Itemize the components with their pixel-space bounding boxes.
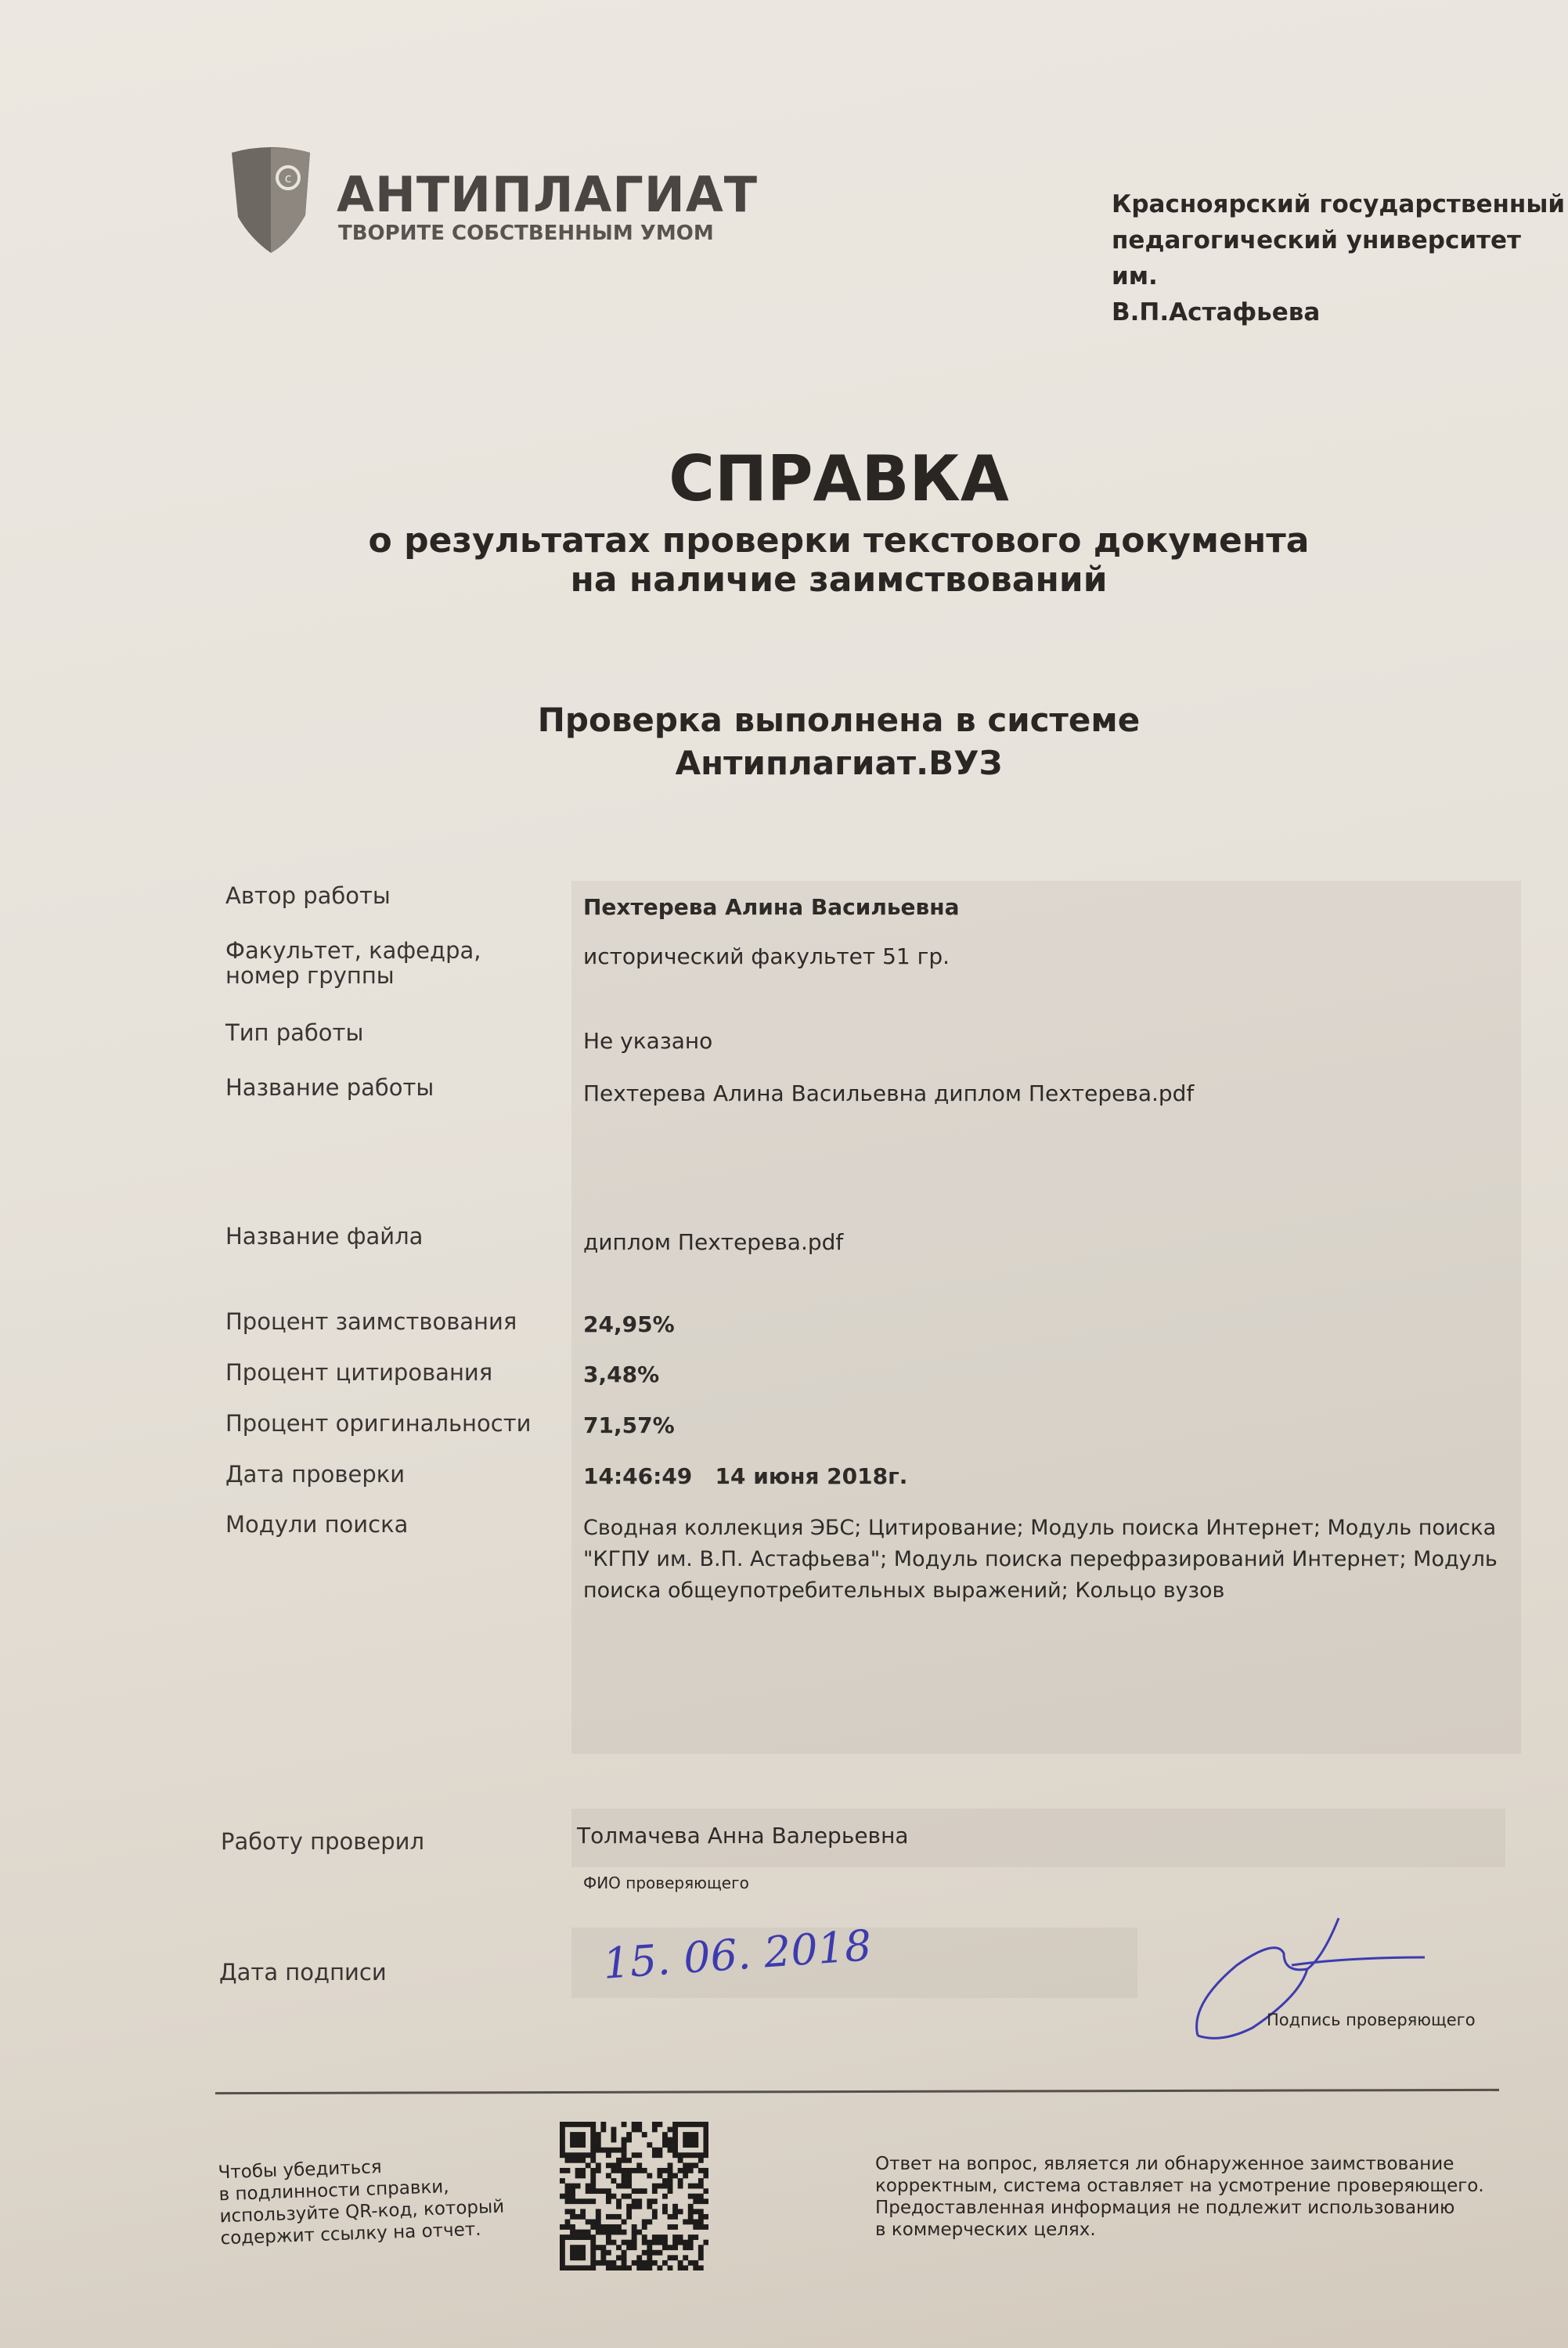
signature-caption: Подпись проверяющего — [1267, 2011, 1476, 2029]
qr-code-icon[interactable] — [560, 2122, 708, 2270]
file-value: диплом Пехтерева.pdf — [583, 1229, 844, 1255]
type-label: Тип работы — [225, 1019, 364, 1046]
checked-by-label: Работу проверил — [221, 1828, 424, 1855]
document-subtitle-1: о результатах проверки текстового документа — [368, 521, 1310, 561]
antiplagiat-shield-icon — [227, 145, 315, 254]
modules-label: Модули поиска — [225, 1511, 409, 1538]
fio-caption: ФИО проверяющего — [583, 1874, 749, 1892]
university-name — [1112, 186, 1568, 330]
qr-text-line: Чтобы убедиться — [218, 2157, 383, 2184]
system-line-2: Антиплагиат.ВУЗ — [675, 744, 1003, 782]
disclaimer — [875, 2153, 1484, 2241]
checker-name: Толмачева Анна Валерьевна — [577, 1823, 909, 1848]
check-date-value — [583, 1463, 907, 1489]
svg-text:c: c — [284, 171, 292, 186]
cite-label: Процент цитирования — [225, 1359, 493, 1386]
handwritten-sign-date: 15. 06. 2018 — [601, 1921, 874, 1989]
university-line: Красноярский государственный — [1112, 190, 1566, 218]
author-value: Пехтерева Алина Васильевна — [583, 894, 960, 920]
system-line-1: Проверка выполнена в системе — [537, 701, 1141, 739]
modules-value — [583, 1513, 1498, 1607]
logo-title: АНТИПЛАГИАТ — [337, 166, 759, 223]
qr-text-line: содержит ссылку на отчет. — [220, 2219, 481, 2249]
borrow-value: 24,95% — [583, 1311, 675, 1337]
logo-tagline: ТВОРИТЕ СОБСТВЕННЫМ УМОМ — [338, 222, 714, 245]
faculty-value: исторический факультет 51 гр. — [583, 943, 950, 969]
disclaimer-line: корректным, система оставляет на усмотрение проверяющего. — [875, 2176, 1484, 2196]
orig-value: 71,57% — [583, 1412, 675, 1438]
work-title-value: Пехтерева Алина Васильевна диплом Пехтерева.pdf — [583, 1080, 1195, 1106]
footer-divider — [215, 2089, 1499, 2094]
modules-line: поиска общеупотребительных выражений; Кольцо вузов — [583, 1578, 1225, 1603]
faculty-label-2: номер группы — [225, 962, 395, 989]
document-subtitle-2: на наличие заимствований — [570, 560, 1108, 600]
work-title-label: Название работы — [225, 1074, 434, 1101]
qr-text-line: в подлинности справки, — [218, 2177, 449, 2206]
document-title: СПРАВКА — [669, 442, 1009, 515]
fields-background — [571, 881, 1521, 1754]
file-label: Название файла — [225, 1223, 424, 1250]
check-date: 14 июня 2018г. — [715, 1463, 908, 1489]
check-time: 14:46:49 — [583, 1463, 693, 1489]
orig-label: Процент оригинальности — [225, 1410, 532, 1437]
modules-line: Сводная коллекция ЭБС; Цитирование; Модуль поиска Интернет; Модуль поиска — [583, 1516, 1497, 1540]
qr-text-line: используйте QR-код, который — [219, 2196, 505, 2227]
disclaimer-line: в коммерческих целях. — [875, 2220, 1096, 2240]
university-line: В.П.Астафьева — [1112, 298, 1321, 326]
type-value: Не указано — [583, 1028, 713, 1054]
faculty-label-1: Факультет, кафедра, — [225, 937, 481, 964]
qr-instruction — [218, 2152, 505, 2250]
author-label: Автор работы — [225, 882, 391, 909]
borrow-label: Процент заимствования — [225, 1308, 517, 1335]
sign-date-label: Дата подписи — [219, 1959, 387, 1986]
modules-line: "КГПУ им. В.П. Астафьева"; Модуль поиска перефразирований Интернет; Модуль — [583, 1547, 1498, 1571]
university-line: педагогический университет им. — [1112, 226, 1522, 290]
cite-value: 3,48% — [583, 1362, 660, 1387]
check-date-label: Дата проверки — [225, 1461, 406, 1488]
disclaimer-line: Предоставленная информация не подлежит использованию — [875, 2198, 1455, 2218]
disclaimer-line: Ответ на вопрос, является ли обнаруженное заимствование — [875, 2154, 1454, 2174]
